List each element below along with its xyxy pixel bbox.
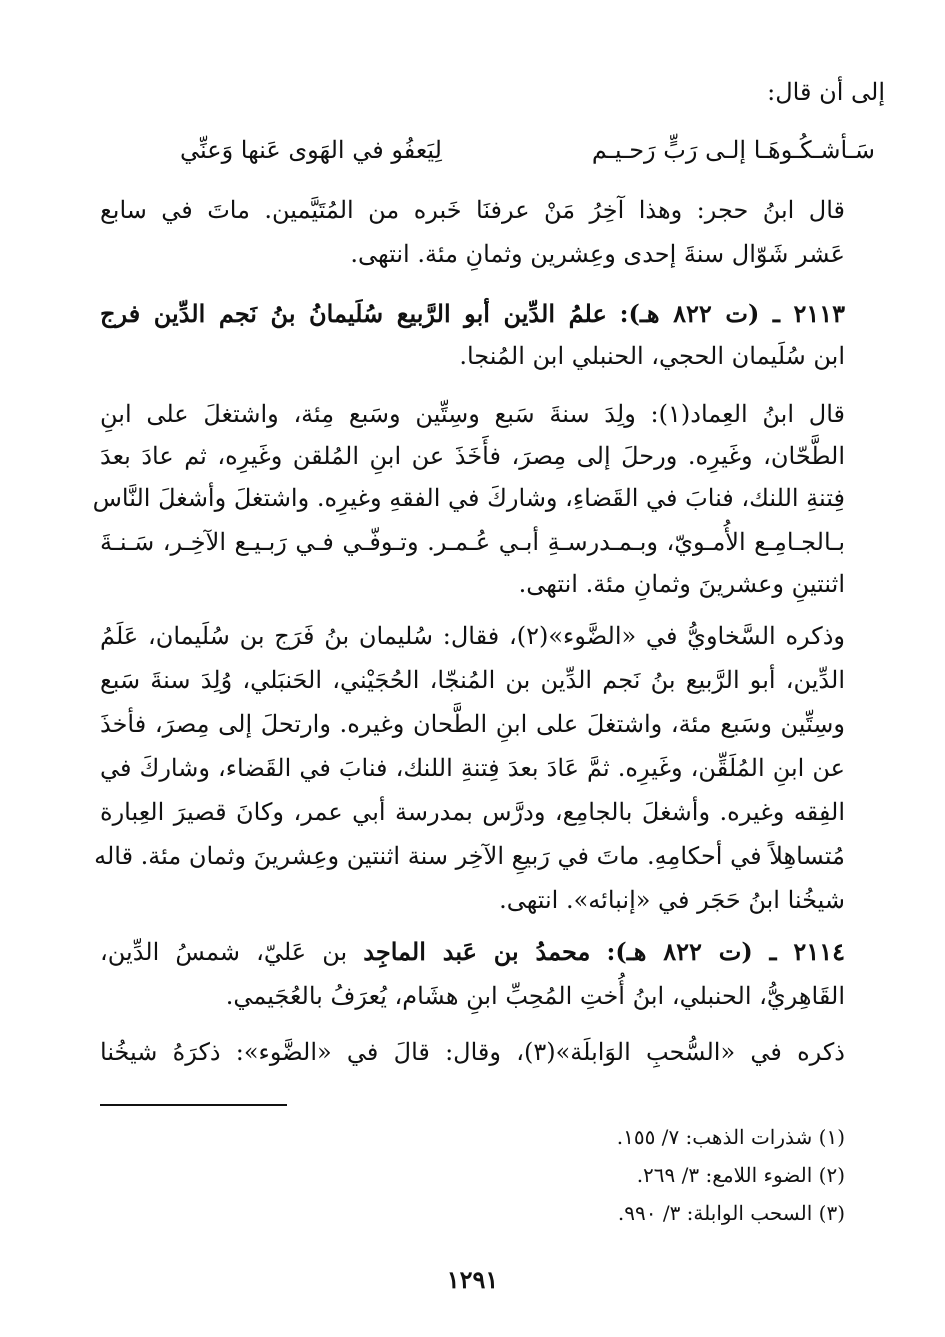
para3-line1: قال ابنُ العِماد(١): ولِدَ سنةَ سَبع وسِتِّين وسَبع مِئة، واشتغلَ على ابنِ	[100, 400, 845, 428]
para3-line3: فِتنةِ اللنك، فنابَ في القَضاءِ، وشاركَ في الفقهِ وغيرِه. واشتغلَ وأشغلَ النَّاس	[92, 484, 845, 512]
footnote-1: (١) شذرات الذهب: ٧/ ١٥٥.	[616, 1125, 845, 1149]
footnote-2: (٢) الضوء اللامع: ٣/ ٢٦٩.	[636, 1163, 845, 1187]
entry-2113-name: علمُ الدِّين أبو الرَّبيع سُلَيمانُ بنُ نَجم الدِّين فرج	[100, 299, 607, 328]
para1-line2: عَشر شَوّال سنةَ إحدى وعِشرين وثمانِ مئة. انتهى.	[350, 240, 845, 268]
entry-2113-number: ٢١١٣ ـ (ت ٨٢٢ هـ):	[619, 299, 846, 328]
verse-right-hemistich: سَـأشـكُـوهَـا إلـى رَبٍّ رَحـيـم	[591, 136, 875, 164]
footnote-separator	[100, 1104, 287, 1106]
para4-line6: مُتساهِلاً في أحكامِهِ. ماتَ في رَبيعِ الآخِر سنة اثنتين وعِشرينَ وثمان مئة. قاله	[94, 842, 845, 870]
para4-line4: عن ابنِ المُلَقِّن، وغَيرِه. ثمَّ عَادَ بعدَ فِتنةِ اللنك، فنابَ في القَضاء، وشاركَ في	[100, 754, 845, 782]
footnote-3: (٣) السحب الوابلة: ٣/ ٩٩٠.	[617, 1201, 845, 1225]
intro-line: إلى أن قال:	[767, 78, 885, 106]
para4-line1: وذكره السَّخاويُّ في «الضَّوء»(٢)، فقال: سُليمان بنُ فَرَج بن سُلَيمان، عَلَمُ	[100, 622, 845, 650]
para3-line4: بـالجـامِـع الأُمـويّ، وبـمـدرسـةِ أبـي عُـمـر. وتـوفّـي فـي رَبـيـع الآخِـر، سَـنـةَ	[100, 528, 845, 556]
entry-2114-line1	[100, 932, 845, 972]
entry-2114-number: ٢١١٤ ـ (ت ٨٢٢ هـ):	[606, 937, 845, 966]
entry-2114-line1-rest: بن عَليّ، شمسُ الدِّين،	[100, 938, 348, 966]
para4-line5: الفِقه وغيره. وأشغلَ بالجامِع، ودرَّس بمدرسة أبي عمر، وكانَ قصيرَ العِبارة	[100, 798, 845, 826]
para6-line1: ذكره في «السُّحبِ الوَابلَة»(٣)، وقال: قالَ في «الضَّوء»: ذكرَهُ شيخُنا	[100, 1038, 845, 1066]
verse-left-hemistich: لِيَعفُو في الهَوى عَنها وَعنِّي	[180, 136, 442, 164]
page-number: ١٢٩١	[446, 1265, 499, 1294]
entry-2113-line2: ابن سُلَيمان الحجي، الحنبلي ابن المُنجا.	[459, 342, 845, 370]
para3-line5: اثنتينِ وعشرينَ وثمانِ مئة. انتهى.	[518, 570, 845, 598]
para4-line3: وسِتِّين وسَبع مئة، واشتغلَ على ابنِ الطَّحان وغيره. وارتحلَ إلى مِصرَ، فأخذَ	[100, 710, 845, 738]
para1-line1: قال ابنُ حجر: وهذا آخِرُ مَنْ عرفنَا خَبره من المُتَيَّمين. ماتَ في سابع	[100, 196, 845, 224]
para4-line7: شيخُنا ابنُ حَجَر في «إنبائه». انتهى.	[499, 886, 845, 914]
book-page	[92, 60, 885, 1320]
entry-2113-line1	[100, 294, 845, 334]
para3-line2: الطَّحّان، وغَيرِه. ورحلَ إلى مِصرَ، فأَخَذَ عن ابنِ المُلقن وغَيرِه، ثم عادَ بعدَ	[100, 442, 845, 470]
entry-2114-line2: القَاهِريُّ، الحنبلي، ابنُ أُختِ المُحِبِّ ابنِ هشَام، يُعرَفُ بالعُجَيمي.	[225, 982, 845, 1010]
para4-line2: الدِّين، أبو الرَّبيع بنُ نَجم الدِّين بن المُنجّا، الحُجَيْني، الحَنبَلي، وُلِدَ سنةَ سَبع	[100, 666, 845, 694]
entry-2114-name: محمدُ بن عَبد الماجِد	[363, 937, 591, 966]
